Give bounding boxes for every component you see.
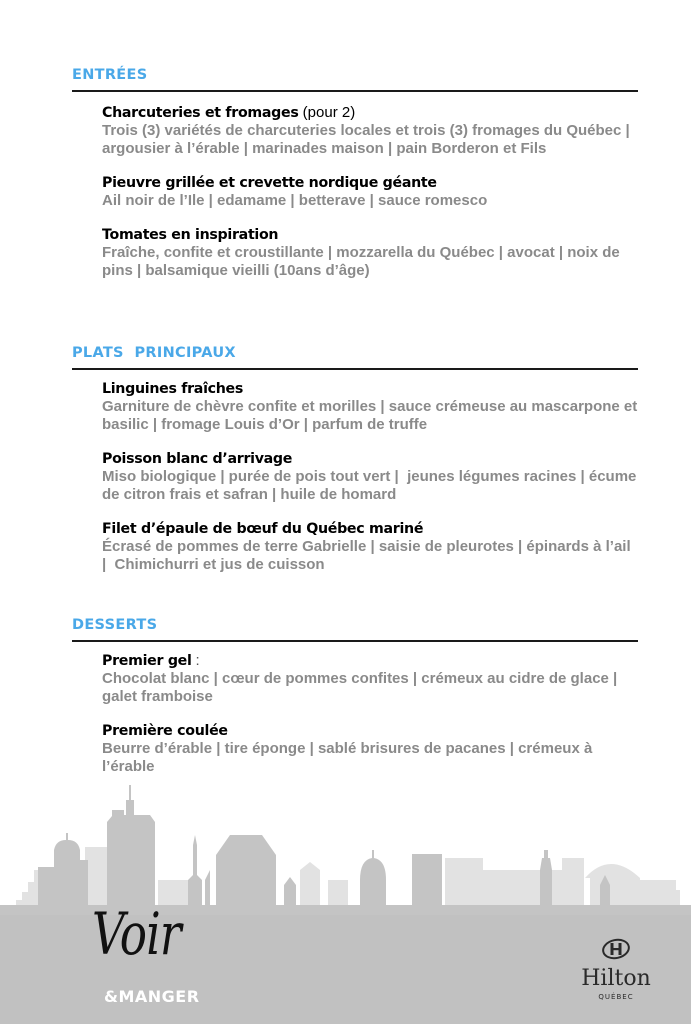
item-note: (pour 2) xyxy=(298,104,356,121)
hilton-h-emblem-icon xyxy=(601,938,631,960)
hilton-wordmark: Hilton xyxy=(581,966,651,991)
item-colon: : xyxy=(191,652,200,669)
section-title: DESSERTS xyxy=(72,617,158,633)
item-name: Linguines fraîches xyxy=(102,381,244,397)
menu-item xyxy=(102,226,638,280)
section-plats-principaux xyxy=(72,344,641,590)
section-title: ENTRÉES xyxy=(72,67,148,83)
item-name: Poisson blanc d’arrivage xyxy=(102,451,293,467)
voir-manger-logo: Voir xyxy=(92,900,181,968)
item-description: Miso biologique | purée de pois tout vert | jeunes légumes racines | écume de citron frais et safran | huile de homard xyxy=(102,468,641,503)
section-entrees xyxy=(72,66,638,296)
item-description: Ail noir de l’Ile | edamame | betterave | sauce romesco xyxy=(102,192,488,209)
item-name: Premier gel xyxy=(102,653,192,669)
item-description: Trois (3) variétés de charcuteries locales et trois (3) fromages du Québec | argousier à l’érable | marinades maison | pain Borderon et Fils xyxy=(102,122,630,157)
item-description: Fraîche, confite et croustillante | mozzarella du Québec | avocat | noix de pins | balsamique vieilli (10ans d’âge) xyxy=(102,244,620,279)
item-description: Écrasé de pommes de terre Gabrielle | saisie de pleurotes | épinards à l’ail | Chimichurri et jus de cuisson xyxy=(102,538,635,573)
section-desserts xyxy=(72,616,638,792)
item-description: Beurre d’érable | tire éponge | sablé brisures de pacanes | crémeux à l’érable xyxy=(102,740,593,775)
menu-item xyxy=(102,380,638,434)
section-divider xyxy=(72,368,638,370)
section-title: PLATS PRINCIPAUX xyxy=(72,345,236,361)
menu-item xyxy=(102,652,638,706)
menu-item xyxy=(102,722,638,776)
section-divider xyxy=(72,90,638,92)
menu-item xyxy=(102,520,638,574)
hilton-quebec-logo xyxy=(574,938,658,1001)
hilton-city: QUÉBEC xyxy=(598,993,634,1001)
menu-item xyxy=(102,450,641,504)
item-name: Filet d’épaule de bœuf du Québec mariné xyxy=(102,521,424,537)
section-divider xyxy=(72,640,638,642)
menu-item xyxy=(102,174,638,210)
item-name: Tomates en inspiration xyxy=(102,227,279,243)
item-name: Pieuvre grillée et crevette nordique géante xyxy=(102,175,437,191)
menu-item xyxy=(102,104,638,158)
quebec-city-skyline-icon xyxy=(0,770,691,920)
item-description: Chocolat blanc | cœur de pommes confites | crémeux au cidre de glace | galet framboise xyxy=(102,670,618,705)
item-description: Garniture de chèvre confite et morilles | sauce crémeuse au mascarpone et basilic | fromage Louis d’Or | parfum de truffe xyxy=(102,398,638,433)
voir-manger-subtitle: &MANGER xyxy=(104,987,200,1006)
item-name: Première coulée xyxy=(102,723,228,739)
item-name: Charcuteries et fromages xyxy=(102,105,299,121)
